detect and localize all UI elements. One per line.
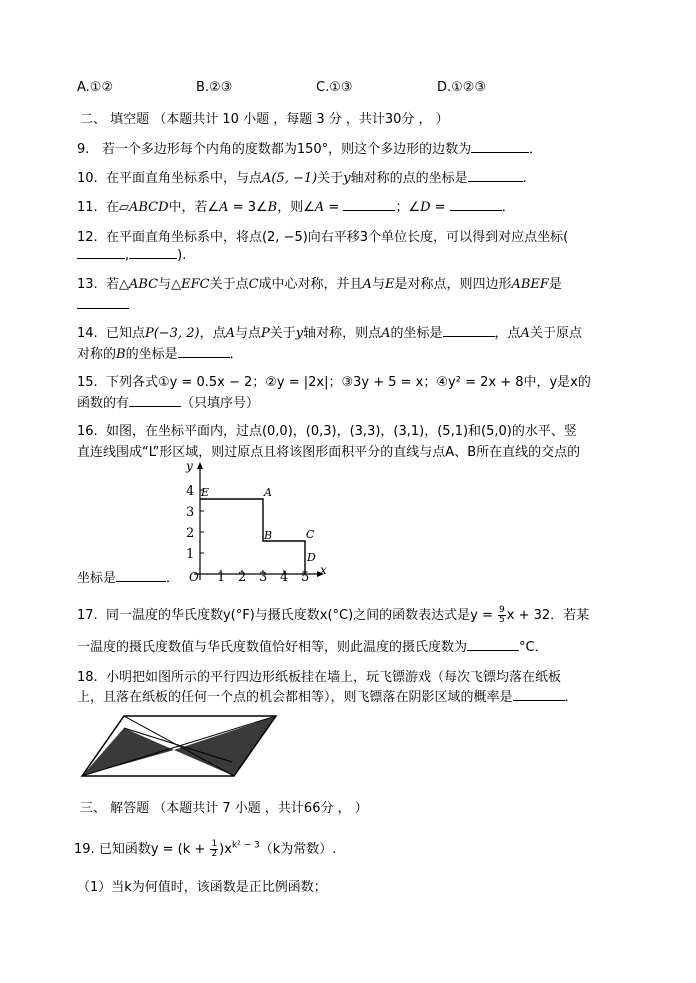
y-axis-arrow [197,462,203,469]
question-17-line-2: 一温度的摄氏度数值与华氏度数值恰好相等，则此温度的摄氏度数为 °C． [77,640,548,655]
question-12-line-2: , ). [77,246,186,263]
figure-16-coordinate-plane [178,460,328,582]
option-c: C.①③ [316,80,353,95]
x-tick-5: 5 [301,570,310,582]
question-11: 11. 在▱ABCD中，若∠A = 3∠B，则∠A = ；∠D = ． [77,200,515,215]
x-tick-4: 4 [280,570,289,582]
y-tick-4: 4 [186,484,195,499]
question-14-line-2: 对称的B的坐标是 ． [77,347,243,362]
shaded-triangle-right [174,716,276,776]
point-label-a: A [264,486,272,499]
question-18-line-2: 上，且落在纸板的任何一个点的机会都相等），则飞镖落在阴影区域的概率是 ． [77,690,578,705]
figure-18-parallelogram [76,712,282,780]
option-a: A.①② [77,80,114,95]
question-17: 17. 同一温度的华氏度数y(°F)与摄氏度数x(°C)之间的函数表达式是y = $\frac{9}{5}$ x + 32．若某 [77,605,590,625]
x-axis-label: x [320,563,327,577]
question-19-part-1: （1）当k为何值时，该函数是正比例函数； [77,880,327,895]
question-18: 18. 小明把如图所示的平行四边形纸板挂在墙上，玩飞镖游戏（每次飞镖均落在纸板 [77,670,561,685]
point-label-c: C [306,528,315,541]
option-d: D.①②③ [437,80,487,95]
option-b: B.②③ [196,80,233,95]
l-shape-outline [200,499,305,574]
question-16-line-2: 直连线围成“L”形区域，则过原点且将该图形面积平分的直线与点A、B所在直线的交点的 [77,445,581,460]
question-16: 16. 如图，在坐标平面内，过点(0,0)，(0,3)，(3,3)，(3,1)，(5,1)和(5,0)的水平、竖 [77,424,577,439]
question-10: 10. 在平面直角坐标系中，与点A(5, −1)关于y轴对称的点的坐标是 . [77,171,527,186]
point-label-e: E [201,486,210,499]
question-14: 14. 已知点P(−3, 2)，点A与点P关于y轴对称，则点A的坐标是 ，点A关于原点 [77,326,582,341]
section-3-title: 三、 解答题 （本题共计 7 小题 ，共计66分 ， ） [80,801,368,816]
question-13-line-2 [77,296,129,313]
y-axis-label: y [186,460,193,473]
question-16-line-3: 坐标是 ． [77,571,180,586]
x-tick-1: 1 [217,570,226,582]
point-label-d: D [307,551,316,564]
x-tick-2: 2 [238,570,247,582]
y-tick-1: 1 [186,547,195,562]
origin-label: O [189,570,199,582]
question-9: 9. 若一个多边形每个内角的度数都为150°，则这个多边形的边数为 ． [77,142,543,157]
question-15-line-2: 函数的有 （只填序号） [77,396,260,411]
question-12: 12. 在平面直角坐标系中，将点(2, −5)向右平移3个单位长度，可以得到对应点坐标( [77,230,569,245]
x-tick-3: 3 [259,570,268,582]
question-15: 15. 下列各式①y = 0.5x − 2；②y = |2x|；③3y + 5 = x；④y² = 2x + 8中，y是x的 [77,375,591,390]
question-13: 13. 若△ABC与△EFC关于点C成中心对称，并且A与E是对称点，则四边形ABEF是 [77,277,562,292]
point-label-b: B [264,529,273,542]
question-19: 19. 已知函数y = (k + $\frac{1}{2}$ )$x^{k^2 - 3}(k$为常数）. [74,839,337,859]
y-tick-3: 3 [186,505,195,520]
y-tick-2: 2 [186,526,195,541]
section-2-title: 二、 填空题 （本题共计 10 小题 ，每题 3 分 ，共计30分 ， ） [80,112,449,127]
